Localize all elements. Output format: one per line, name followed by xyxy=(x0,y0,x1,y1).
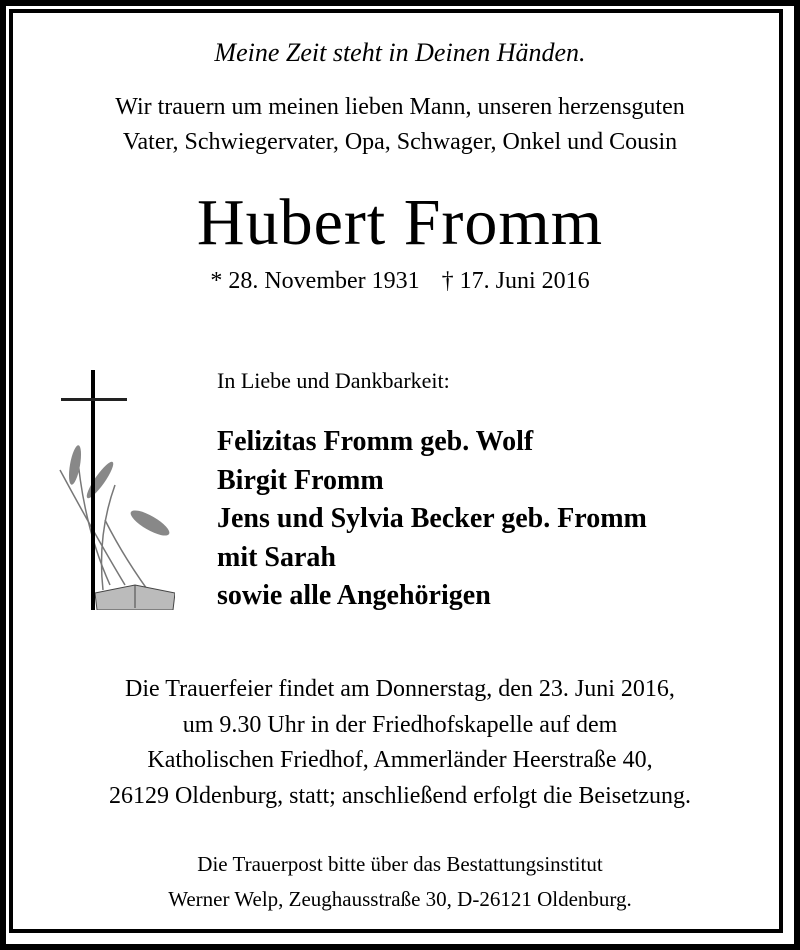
motto: Meine Zeit steht in Deinen Händen. xyxy=(214,38,586,67)
footer-line: Werner Welp, Zeughausstraße 30, D-26121 Oldenburg. xyxy=(168,887,632,911)
funeral-line: um 9.30 Uhr in der Friedhofskapelle auf dem xyxy=(182,711,618,738)
funeral-line: 26129 Oldenburg, statt; anschließend erfolgt die Beisetzung. xyxy=(108,782,692,809)
mourner-name: Felizitas Fromm geb. Wolf xyxy=(217,426,534,457)
mourner-name: Jens und Sylvia Becker geb. Fromm xyxy=(217,503,647,534)
deceased-name: Hubert Fromm xyxy=(196,186,604,259)
footer-line: Die Trauerpost bitte über das Bestattungsinstitut xyxy=(197,852,603,876)
death-date: † 17. Juni 2016 xyxy=(441,268,590,294)
mourner-name: sowie alle Angehörigen xyxy=(217,580,491,611)
funeral-line: Die Trauerfeier findet am Donnerstag, den 23. Juni 2016, xyxy=(125,676,675,702)
intro-line: Wir trauern um meinen lieben Mann, unseren herzensguten xyxy=(115,94,685,120)
birth-date: * 28. November 1931 xyxy=(210,268,420,294)
intro-text xyxy=(0,90,800,160)
mourner-name: Birgit Fromm xyxy=(217,464,384,496)
intro-line: Vater, Schwiegervater, Opa, Schwager, Onkel und Cousin xyxy=(122,129,678,155)
mourners-heading: In Liebe und Dankbarkeit: xyxy=(217,368,450,393)
funeral-line: Katholischen Friedhof, Ammerländer Heerstraße 40, xyxy=(147,747,653,773)
mourner-name: mit Sarah xyxy=(217,541,336,573)
funeral-info xyxy=(0,672,800,814)
mourners-list xyxy=(217,423,647,616)
life-dates xyxy=(0,268,800,295)
cross-wheat-bible-icon xyxy=(55,365,175,610)
footer-info xyxy=(0,847,800,917)
